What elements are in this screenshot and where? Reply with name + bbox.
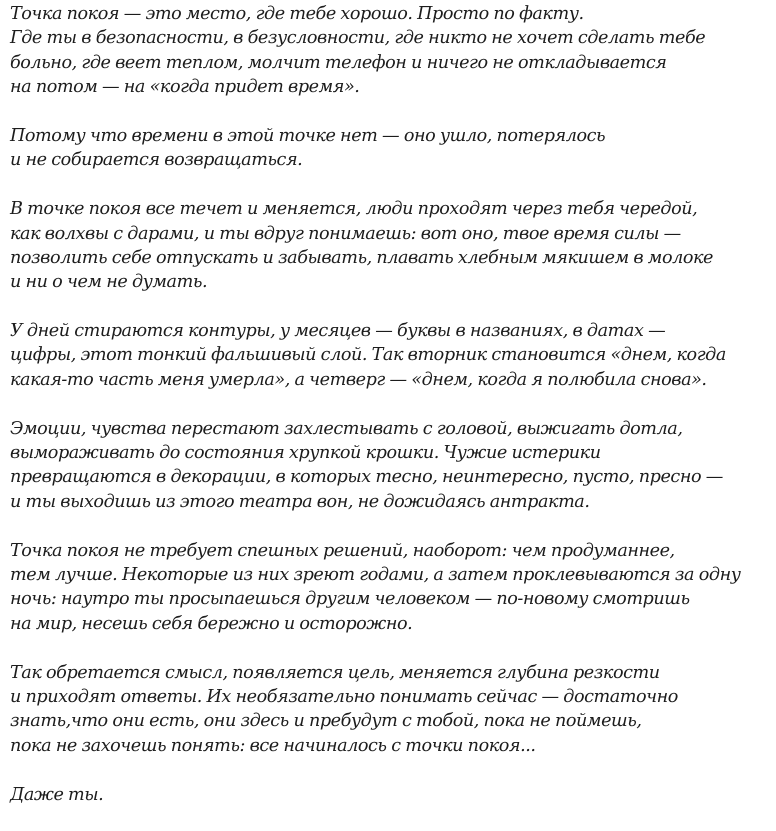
text-line: вымораживать до состояния хрупкой крошки. Чужие истерики bbox=[10, 443, 601, 464]
paragraph-6 bbox=[10, 539, 772, 637]
text-line: тем лучше. Некоторые из них зреют годами, а затем проклевываются за одну bbox=[10, 564, 741, 585]
text-line: Даже ты. bbox=[10, 784, 104, 805]
text-line: знать,что они есть, они здесь и пребудут с тобой, пока не поймешь, bbox=[10, 711, 642, 732]
paragraph-2 bbox=[10, 124, 772, 173]
text-line: Точка покоя — это место, где тебе хорошо. Просто по факту. bbox=[10, 4, 584, 24]
paragraph-7 bbox=[10, 661, 772, 759]
text-line: ночь: наутро ты просыпаешься другим человеком — по-новому смотришь bbox=[10, 589, 690, 610]
text-line: Эмоции, чувства перестают захлестывать с головой, выжигать дотла, bbox=[10, 418, 683, 439]
text-line: Потому что времени в этой точке нет — оно ушло, потерялось bbox=[10, 125, 606, 146]
text-line: У дней стираются контуры, у месяцев — буквы в названиях, в датах — bbox=[10, 321, 666, 342]
text-line: и ни о чем не думать. bbox=[10, 272, 208, 293]
paragraph-1 bbox=[10, 2, 772, 100]
paragraph-3 bbox=[10, 197, 772, 295]
text-line: и приходят ответы. Их необязательно понимать сейчас — достаточно bbox=[10, 686, 678, 707]
text-line: Где ты в безопасности, в безусловности, где никто не хочет сделать тебе bbox=[10, 28, 706, 49]
document-text bbox=[10, 2, 772, 831]
text-line: цифры, этот тонкий фальшивый слой. Так вторник становится «днем, когда bbox=[10, 345, 726, 366]
text-line: как волхвы с дарами, и ты вдруг понимаешь: вот оно, твое время силы — bbox=[10, 223, 681, 244]
text-line: на потом — на «когда придет время». bbox=[10, 77, 360, 98]
text-line: пока не захочешь понять: все начиналось с точки покоя... bbox=[10, 735, 536, 756]
paragraph-4 bbox=[10, 319, 772, 392]
text-line: на мир, несешь себя бережно и осторожно. bbox=[10, 613, 413, 634]
text-line: превращаются в декорации, в которых тесно, неинтересно, пусто, пресно — bbox=[10, 467, 723, 488]
text-line: В точке покоя все течет и меняется, люди проходят через тебя чередой, bbox=[10, 199, 698, 220]
text-line: какая-то часть меня умерла», а четверг — «днем, когда я полюбила снова». bbox=[10, 369, 707, 390]
text-line: и ты выходишь из этого театра вон, не дожидаясь антракта. bbox=[10, 491, 590, 512]
text-line: и не собирается возвращаться. bbox=[10, 150, 303, 171]
text-line: Так обретается смысл, появляется цель, меняется глубина резкости bbox=[10, 662, 660, 683]
text-line: Точка покоя не требует спешных решений, наоборот: чем продуманнее, bbox=[10, 540, 675, 561]
paragraph-5 bbox=[10, 417, 772, 515]
paragraph-8 bbox=[10, 783, 772, 807]
text-line: больно, где веет теплом, молчит телефон и ничего не откладывается bbox=[10, 52, 667, 73]
text-line: позволить себе отпускать и забывать, плавать хлебным мякишем в молоке bbox=[10, 247, 714, 268]
